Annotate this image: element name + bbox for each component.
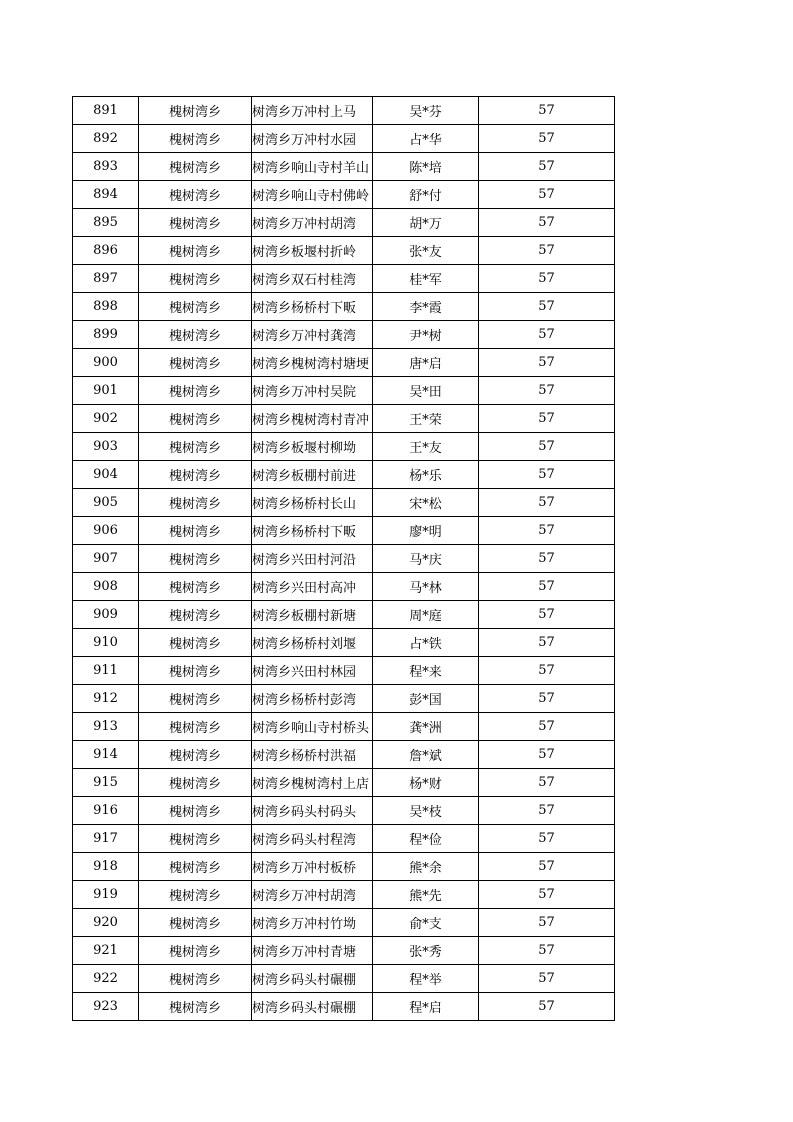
row-number: 912 [73,685,139,713]
row-number: 900 [73,349,139,377]
address-cell [252,181,373,209]
row-number: 923 [73,993,139,1021]
address-text: 树湾乡槐树湾村青冲 [252,413,370,428]
amount-cell: 57 [479,685,615,713]
name-cell: 占*铁 [373,629,479,657]
name-cell: 俞*支 [373,909,479,937]
address-text: 树湾乡杨桥村长山 [252,497,357,512]
address-cell [252,125,373,153]
amount-cell: 57 [479,545,615,573]
address-text: 树湾乡兴田村林园 [252,665,357,680]
township-cell: 槐树湾乡 [139,349,252,377]
name-cell: 龚*洲 [373,713,479,741]
table-row [73,853,615,881]
address-text: 树湾乡板堰村折岭 [252,245,357,260]
township-cell: 槐树湾乡 [139,181,252,209]
name-cell: 程*俭 [373,825,479,853]
address-text: 树湾乡兴田村高冲 [252,581,357,596]
amount-cell: 57 [479,825,615,853]
address-cell [252,209,373,237]
township-cell: 槐树湾乡 [139,993,252,1021]
address-text: 树湾乡码头村碾棚 [252,973,357,988]
amount-cell: 57 [479,993,615,1021]
table-row [73,237,615,265]
address-text: 树湾乡响山寺村佛岭 [252,189,370,204]
name-cell: 熊*先 [373,881,479,909]
row-number: 906 [73,517,139,545]
township-cell: 槐树湾乡 [139,321,252,349]
row-number: 902 [73,405,139,433]
name-cell: 王*友 [373,433,479,461]
address-cell [252,909,373,937]
table-row [73,489,615,517]
table-row [73,405,615,433]
row-number: 920 [73,909,139,937]
table-row [73,993,615,1021]
address-text: 树湾乡杨桥村彭湾 [252,693,357,708]
address-cell [252,321,373,349]
name-cell: 廖*明 [373,517,479,545]
table-row [73,461,615,489]
address-text: 树湾乡万冲村胡湾 [252,889,357,904]
amount-cell: 57 [479,321,615,349]
table-row [73,573,615,601]
amount-cell: 57 [479,125,615,153]
table-row [73,181,615,209]
address-cell [252,881,373,909]
table-row [73,97,615,125]
amount-cell: 57 [479,937,615,965]
township-cell: 槐树湾乡 [139,405,252,433]
table-row [73,797,615,825]
address-text: 树湾乡万冲村板桥 [252,861,357,876]
name-cell: 程*启 [373,993,479,1021]
name-cell: 熊*余 [373,853,479,881]
row-number: 897 [73,265,139,293]
amount-cell: 57 [479,405,615,433]
address-text: 树湾乡码头村碾棚 [252,1001,357,1016]
roster-table [72,96,615,1021]
address-cell [252,853,373,881]
township-cell: 槐树湾乡 [139,377,252,405]
address-text: 树湾乡槐树湾村上店 [252,777,370,792]
township-cell: 槐树湾乡 [139,909,252,937]
address-cell [252,377,373,405]
address-cell [252,237,373,265]
amount-cell: 57 [479,293,615,321]
name-cell: 王*荣 [373,405,479,433]
name-cell: 胡*万 [373,209,479,237]
address-text: 树湾乡万冲村上马 [252,105,357,120]
row-number: 891 [73,97,139,125]
amount-cell: 57 [479,97,615,125]
township-cell: 槐树湾乡 [139,657,252,685]
address-cell [252,937,373,965]
row-number: 911 [73,657,139,685]
amount-cell: 57 [479,433,615,461]
table-row [73,657,615,685]
amount-cell: 57 [479,573,615,601]
name-cell: 彭*国 [373,685,479,713]
amount-cell: 57 [479,769,615,797]
roster-body [73,97,615,1021]
amount-cell: 57 [479,601,615,629]
address-cell [252,993,373,1021]
address-cell [252,265,373,293]
row-number: 914 [73,741,139,769]
name-cell: 桂*军 [373,265,479,293]
township-cell: 槐树湾乡 [139,433,252,461]
address-text: 树湾乡万冲村竹坳 [252,917,357,932]
address-text: 树湾乡槐树湾村塘埂 [252,357,370,372]
row-number: 892 [73,125,139,153]
address-cell [252,601,373,629]
row-number: 913 [73,713,139,741]
address-cell [252,741,373,769]
township-cell: 槐树湾乡 [139,153,252,181]
amount-cell: 57 [479,741,615,769]
table-row [73,293,615,321]
amount-cell: 57 [479,237,615,265]
township-cell: 槐树湾乡 [139,741,252,769]
address-cell [252,517,373,545]
amount-cell: 57 [479,657,615,685]
address-text: 树湾乡板棚村新塘 [252,609,357,624]
table-row [73,937,615,965]
table-row [73,769,615,797]
amount-cell: 57 [479,209,615,237]
township-cell: 槐树湾乡 [139,293,252,321]
amount-cell: 57 [479,797,615,825]
address-text: 树湾乡板堰村柳坳 [252,441,357,456]
address-cell [252,769,373,797]
amount-cell: 57 [479,713,615,741]
address-cell [252,545,373,573]
address-cell [252,489,373,517]
address-cell [252,797,373,825]
name-cell: 占*华 [373,125,479,153]
address-text: 树湾乡响山寺村羊山 [252,161,370,176]
name-cell: 马*林 [373,573,479,601]
row-number: 907 [73,545,139,573]
table-row [73,377,615,405]
table-row [73,349,615,377]
amount-cell: 57 [479,965,615,993]
address-text: 树湾乡杨桥村刘堰 [252,637,357,652]
address-cell [252,657,373,685]
address-text: 树湾乡兴田村河沿 [252,553,357,568]
township-cell: 槐树湾乡 [139,881,252,909]
table-row [73,433,615,461]
row-number: 903 [73,433,139,461]
township-cell: 槐树湾乡 [139,825,252,853]
name-cell: 张*友 [373,237,479,265]
row-number: 909 [73,601,139,629]
township-cell: 槐树湾乡 [139,489,252,517]
row-number: 899 [73,321,139,349]
township-cell: 槐树湾乡 [139,853,252,881]
table-row [73,517,615,545]
table-row [73,209,615,237]
township-cell: 槐树湾乡 [139,237,252,265]
amount-cell: 57 [479,881,615,909]
row-number: 921 [73,937,139,965]
table-row [73,601,615,629]
address-cell [252,405,373,433]
name-cell: 马*庆 [373,545,479,573]
township-cell: 槐树湾乡 [139,685,252,713]
row-number: 916 [73,797,139,825]
address-cell [252,629,373,657]
row-number: 922 [73,965,139,993]
township-cell: 槐树湾乡 [139,545,252,573]
township-cell: 槐树湾乡 [139,601,252,629]
address-text: 树湾乡万冲村水园 [252,133,357,148]
address-cell [252,293,373,321]
row-number: 896 [73,237,139,265]
name-cell: 陈*培 [373,153,479,181]
row-number: 918 [73,853,139,881]
address-cell [252,349,373,377]
row-number: 905 [73,489,139,517]
address-text: 树湾乡杨桥村下畈 [252,301,357,316]
address-text: 树湾乡杨桥村下畈 [252,525,357,540]
township-cell: 槐树湾乡 [139,125,252,153]
address-cell [252,153,373,181]
address-cell [252,97,373,125]
address-text: 树湾乡码头村程湾 [252,833,357,848]
amount-cell: 57 [479,629,615,657]
row-number: 898 [73,293,139,321]
address-text: 树湾乡万冲村龚湾 [252,329,357,344]
name-cell: 吴*芬 [373,97,479,125]
amount-cell: 57 [479,909,615,937]
row-number: 908 [73,573,139,601]
township-cell: 槐树湾乡 [139,769,252,797]
amount-cell: 57 [479,377,615,405]
amount-cell: 57 [479,181,615,209]
name-cell: 李*霞 [373,293,479,321]
table-row [73,965,615,993]
township-cell: 槐树湾乡 [139,209,252,237]
address-cell [252,825,373,853]
table-row [73,881,615,909]
table-row [73,685,615,713]
address-cell [252,713,373,741]
amount-cell: 57 [479,489,615,517]
address-text: 树湾乡万冲村青塘 [252,945,357,960]
address-cell [252,965,373,993]
table-row [73,909,615,937]
row-number: 901 [73,377,139,405]
township-cell: 槐树湾乡 [139,573,252,601]
row-number: 915 [73,769,139,797]
row-number: 895 [73,209,139,237]
address-text: 树湾乡板棚村前进 [252,469,357,484]
address-text: 树湾乡响山寺村桥头 [252,721,370,736]
name-cell: 尹*树 [373,321,479,349]
row-number: 893 [73,153,139,181]
table-row [73,265,615,293]
row-number: 910 [73,629,139,657]
name-cell: 宋*松 [373,489,479,517]
row-number: 917 [73,825,139,853]
address-cell [252,685,373,713]
address-text: 树湾乡万冲村胡湾 [252,217,357,232]
table-row [73,321,615,349]
name-cell: 程*举 [373,965,479,993]
township-cell: 槐树湾乡 [139,937,252,965]
row-number: 894 [73,181,139,209]
amount-cell: 57 [479,461,615,489]
table-row [73,713,615,741]
table-row [73,741,615,769]
table-row [73,153,615,181]
table-row [73,825,615,853]
township-cell: 槐树湾乡 [139,517,252,545]
amount-cell: 57 [479,153,615,181]
township-cell: 槐树湾乡 [139,629,252,657]
address-text: 树湾乡杨桥村洪福 [252,749,357,764]
township-cell: 槐树湾乡 [139,965,252,993]
name-cell: 吴*枝 [373,797,479,825]
township-cell: 槐树湾乡 [139,97,252,125]
name-cell: 唐*启 [373,349,479,377]
address-cell [252,573,373,601]
name-cell: 詹*斌 [373,741,479,769]
township-cell: 槐树湾乡 [139,797,252,825]
name-cell: 舒*付 [373,181,479,209]
address-cell [252,433,373,461]
row-number: 919 [73,881,139,909]
address-cell [252,461,373,489]
amount-cell: 57 [479,349,615,377]
name-cell: 吴*田 [373,377,479,405]
address-text: 树湾乡码头村码头 [252,805,357,820]
name-cell: 杨*财 [373,769,479,797]
township-cell: 槐树湾乡 [139,461,252,489]
township-cell: 槐树湾乡 [139,265,252,293]
amount-cell: 57 [479,853,615,881]
address-text: 树湾乡双石村桂湾 [252,273,357,288]
name-cell: 张*秀 [373,937,479,965]
name-cell: 程*来 [373,657,479,685]
address-text: 树湾乡万冲村吴院 [252,385,357,400]
name-cell: 周*庭 [373,601,479,629]
name-cell: 杨*乐 [373,461,479,489]
table-row [73,125,615,153]
table-row [73,545,615,573]
township-cell: 槐树湾乡 [139,713,252,741]
table-row [73,629,615,657]
amount-cell: 57 [479,517,615,545]
row-number: 904 [73,461,139,489]
amount-cell: 57 [479,265,615,293]
